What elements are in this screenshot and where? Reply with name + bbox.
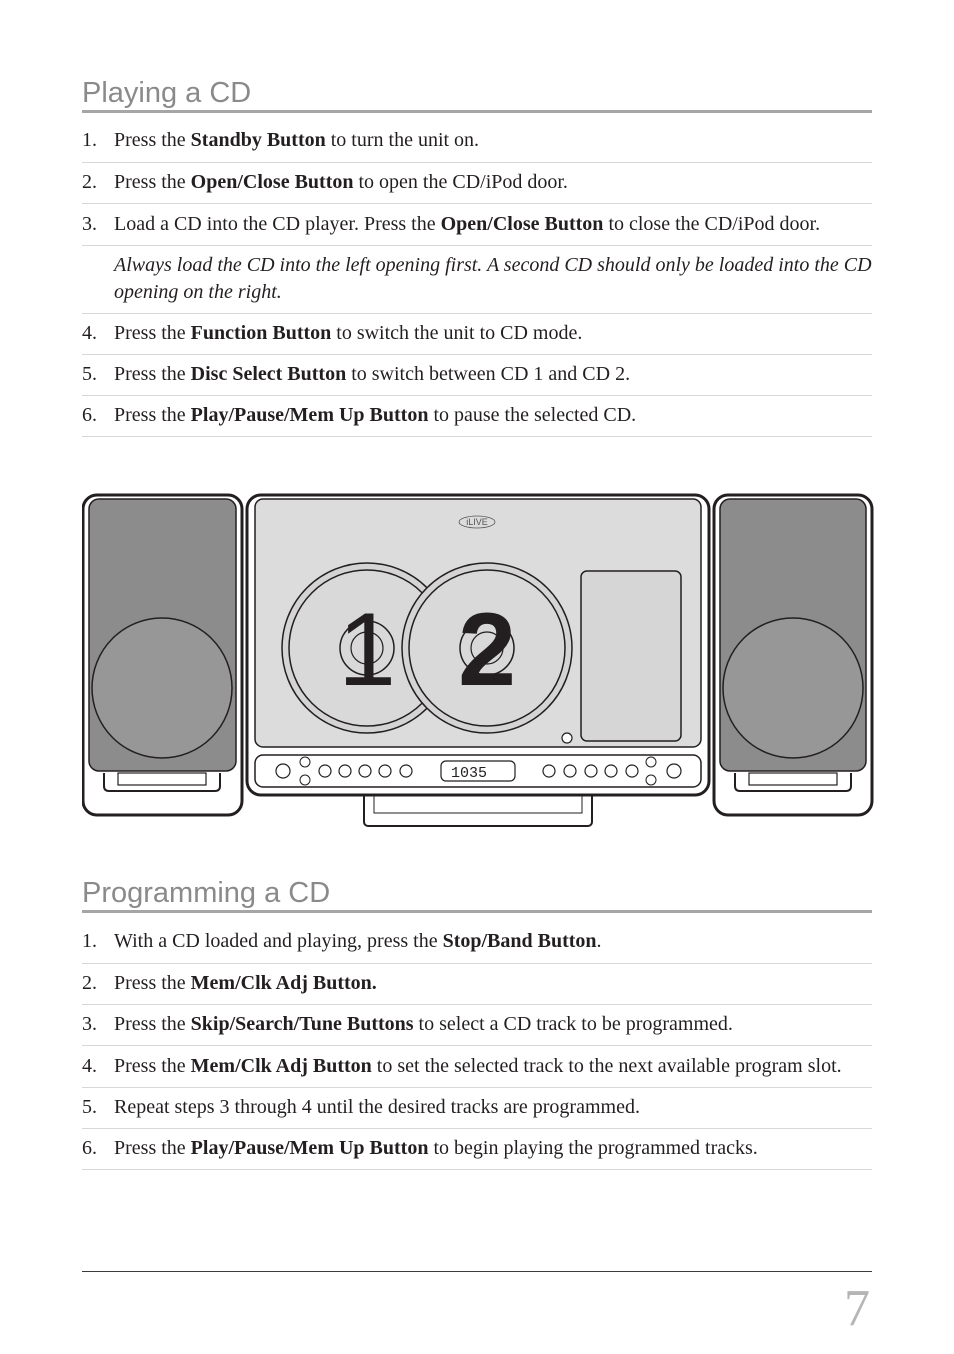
step-text: Press the Standby Button to turn the unit on. — [114, 129, 480, 151]
step-text: Press the Open/Close Button to open the CD/iPod door. — [114, 171, 568, 193]
step-item — [82, 396, 872, 437]
step-text: Load a CD into the CD player. Press the Open/Close Button to close the CD/iPod door. — [114, 213, 821, 235]
step-number: 4. — [82, 1055, 97, 1077]
step-text: Press the Play/Pause/Mem Up Button to begin playing the programmed tracks. — [114, 1137, 758, 1159]
step-number: 1. — [82, 930, 97, 952]
step-number: 5. — [82, 1096, 97, 1118]
standby-button — [276, 764, 290, 778]
step-text: Press the Disc Select Button to switch between CD 1 and CD 2. — [114, 363, 631, 385]
step-item — [82, 314, 872, 355]
steps-list — [82, 913, 872, 1170]
stereo-illustration — [82, 493, 874, 828]
step-text: Press the Skip/Search/Tune Buttons to select a CD track to be programmed. — [114, 1013, 733, 1035]
left-speaker — [83, 495, 242, 815]
disc-2 — [402, 563, 572, 733]
step-item — [82, 1088, 872, 1129]
step-number: 2. — [82, 972, 97, 994]
disc-2-label: 2 — [458, 592, 516, 708]
eject-button — [667, 764, 681, 778]
step-text: With a CD loaded and playing, press the Stop/Band Button. — [114, 930, 602, 952]
step-number: 6. — [82, 1137, 97, 1159]
section-playing-a-cd — [82, 76, 872, 437]
step-number — [82, 252, 114, 306]
right-speaker — [714, 495, 872, 815]
stereo-diagram — [82, 493, 874, 828]
step-number: 4. — [82, 322, 97, 344]
step-item — [82, 964, 872, 1005]
display-readout: 1035 — [450, 765, 488, 782]
step-number: 5. — [82, 363, 97, 385]
step-text: Press the Function Button to switch the unit to CD mode. — [114, 322, 583, 344]
step-text: Press the Play/Pause/Mem Up Button to pause the selected CD. — [114, 404, 637, 426]
main-unit — [247, 495, 709, 826]
disc-1-label: 1 — [338, 592, 396, 708]
step-item — [82, 1005, 872, 1046]
step-note-text: Always load the CD into the left opening first. A second CD should only be loaded into the CD opening on the right. — [114, 254, 872, 303]
step-number: 3. — [82, 1013, 97, 1035]
ipod-dock — [581, 571, 681, 741]
section-heading: Programming a CD — [82, 876, 872, 913]
step-note — [82, 246, 872, 314]
step-number: 3. — [82, 213, 97, 235]
step-text: Press the Mem/Clk Adj Button. — [114, 972, 377, 994]
steps-list — [82, 113, 872, 437]
step-item — [82, 913, 872, 964]
step-text: Repeat steps 3 through 4 until the desired tracks are programmed. — [114, 1096, 640, 1118]
step-item — [82, 204, 872, 246]
step-number: 6. — [82, 404, 97, 426]
step-item — [82, 163, 872, 204]
step-text: Press the Mem/Clk Adj Button to set the selected track to the next available program slot. — [114, 1055, 842, 1077]
step-item — [82, 113, 872, 163]
section-programming-a-cd — [82, 876, 872, 1170]
step-number: 1. — [82, 129, 97, 151]
step-item — [82, 1129, 872, 1170]
step-number: 2. — [82, 171, 97, 193]
page-number: 7 — [844, 1280, 870, 1337]
section-heading: Playing a CD — [82, 76, 872, 113]
brand-logo: iLIVE — [466, 517, 488, 527]
step-item — [82, 1046, 872, 1088]
footer-rule — [82, 1271, 872, 1272]
step-item — [82, 355, 872, 396]
